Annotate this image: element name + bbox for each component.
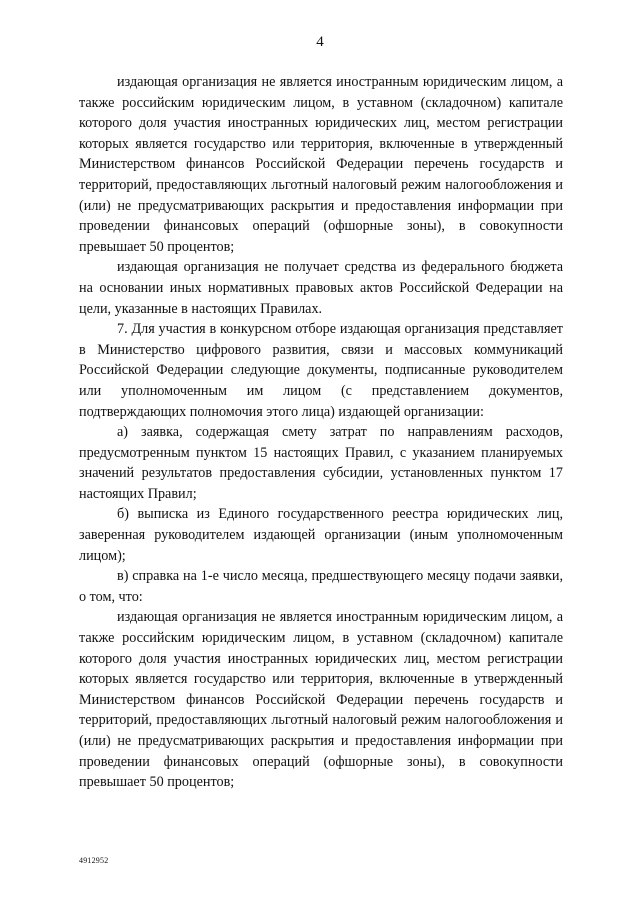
paragraph-item-7a: а) заявка, содержащая смету затрат по направлениям расходов, предусмотренным пунктом 15 настоящих Правил, с указанием планируемых значений результатов предоставления субсидии, установленных пунктом 17 настоящих Правил;: [79, 424, 563, 502]
page-number: 4: [316, 34, 324, 50]
paragraph-offshore-2: издающая организация не является иностранным юридическим лицом, а также российским юридическим лицом, в уставном (складочном) капитале которого доля участия иностранных юридических лиц, местом регистрации которых является государство или территория, включенные в утвержденный Министерством финансов Российской Федерации перечень государств и территорий, предоставляющих льготный налоговый режим налогообложения и (или) не предусматривающих раскрытия и предоставления информации при проведении финансовых операций (офшорные зоны), в совокупности превышает 50 процентов;: [79, 609, 563, 791]
paragraph-no-federal-funds: издающая организация не получает средства из федерального бюджета на основании иных нормативных правовых актов Российской Федерации на цели, указанные в настоящих Правилах.: [79, 259, 563, 317]
paragraph-offshore-1: издающая организация не является иностранным юридическим лицом, а также российским юридическим лицом, в уставном (складочном) капитале которого доля участия иностранных юридических лиц, местом регистрации которых является государство или территория, включенные в утвержденный Министерством финансов Российской Федерации перечень государств и территорий, предоставляющих льготный налоговый режим налогообложения и (или) не предусматривающих раскрытия и предоставления информации при проведении финансовых операций (офшорные зоны), в совокупности превышает 50 процентов;: [79, 74, 563, 255]
paragraph-item-7: 7. Для участия в конкурсном отборе издающая организация представляет в Министерство цифрового развития, связи и массовых коммуникаций Российской Федерации следующие документы, подписанные руководителем или уполномоченным им лицом (с представлением документов, подтверждающих полномочия этого лица) издающей организации:: [79, 321, 563, 420]
document-body: [79, 72, 563, 793]
document-id: 4912952: [79, 856, 109, 865]
paragraph-item-7b: б) выписка из Единого государственного реестра юридических лиц, заверенная руководителем издающей организации (иным уполномоченным лицом);: [79, 506, 563, 564]
paragraph-item-7v: в) справка на 1-е число месяца, предшествующего месяцу подачи заявки, о том, что:: [79, 568, 563, 605]
